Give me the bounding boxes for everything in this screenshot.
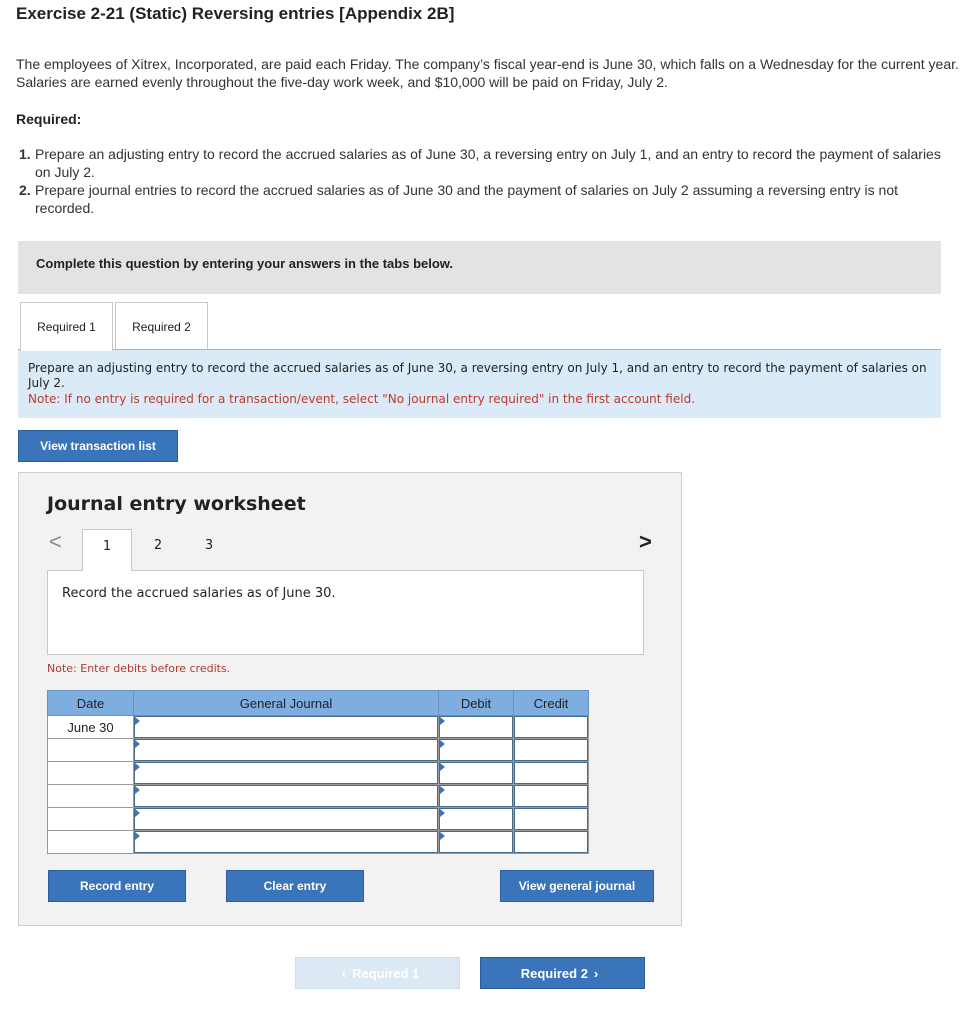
debit-input-cell — [439, 739, 514, 762]
table-row — [48, 762, 589, 785]
credit-input[interactable] — [514, 808, 588, 830]
dropdown-indicator-icon — [440, 832, 445, 840]
dropdown-indicator-icon — [135, 717, 140, 725]
account-input-cell — [134, 762, 439, 785]
account-input[interactable] — [134, 762, 438, 784]
table-row — [48, 739, 589, 762]
requirements-list — [16, 145, 946, 217]
chevron-right-icon: › — [593, 965, 599, 981]
debit-input[interactable] — [439, 739, 513, 761]
column-header-credit: Credit — [514, 691, 589, 716]
tab-required-2[interactable]: Required 2 — [115, 302, 208, 350]
debit-input-cell — [439, 762, 514, 785]
clear-entry-button[interactable]: Clear entry — [226, 870, 364, 902]
account-input-cell — [134, 831, 439, 854]
debit-input[interactable] — [439, 762, 513, 784]
credit-input-cell — [514, 716, 589, 739]
account-input[interactable] — [134, 739, 438, 761]
debits-note: Note: Enter debits before credits. — [47, 662, 231, 675]
credit-input[interactable] — [514, 716, 588, 738]
worksheet-step-1[interactable]: 1 — [82, 529, 132, 571]
requirement-text: Prepare journal entries to record the accrued salaries as of June 30 and the payment of salaries on July 2 assuming a reversing entry is not recorded. — [35, 182, 899, 216]
dropdown-indicator-icon — [135, 809, 140, 817]
requirement-item — [16, 145, 946, 181]
requirement-number: 1. — [19, 146, 31, 162]
account-input[interactable] — [134, 716, 438, 738]
debit-input-cell — [439, 808, 514, 831]
date-cell — [48, 739, 134, 762]
account-input-cell — [134, 808, 439, 831]
credit-input-cell — [514, 785, 589, 808]
previous-required-button[interactable] — [295, 957, 460, 989]
credit-input-cell — [514, 831, 589, 854]
dropdown-indicator-icon — [440, 809, 445, 817]
journal-table — [47, 690, 589, 854]
table-row — [48, 831, 589, 854]
dropdown-indicator-icon — [440, 786, 445, 794]
chevron-right-icon[interactable]: > — [639, 529, 652, 554]
prompt-note: Note: If no entry is required for a transaction/event, select "No journal entry required" in the first account field. — [28, 392, 696, 406]
table-header-row — [48, 691, 589, 716]
account-input[interactable] — [134, 831, 438, 853]
table-row — [48, 716, 589, 739]
credit-input[interactable] — [514, 739, 588, 761]
chevron-left-icon: ‹ — [341, 965, 347, 981]
next-required-button[interactable] — [480, 957, 645, 989]
account-input-cell — [134, 716, 439, 739]
requirement-item — [16, 181, 946, 217]
date-cell — [48, 762, 134, 785]
date-cell: June 30 — [48, 716, 134, 739]
column-header-date: Date — [48, 691, 134, 716]
date-cell — [48, 808, 134, 831]
view-general-journal-button[interactable]: View general journal — [500, 870, 654, 902]
dropdown-indicator-icon — [135, 832, 140, 840]
date-cell — [48, 831, 134, 854]
credit-input-cell — [514, 762, 589, 785]
credit-input-cell — [514, 739, 589, 762]
debit-input[interactable] — [439, 716, 513, 738]
dropdown-indicator-icon — [440, 740, 445, 748]
prompt-text: Prepare an adjusting entry to record the accrued salaries as of June 30, a reversing entry on July 1, and an entry to record the payment of salaries on July 2. — [28, 361, 927, 390]
credit-input[interactable] — [514, 762, 588, 784]
account-input[interactable] — [134, 808, 438, 830]
credit-input[interactable] — [514, 831, 588, 853]
record-entry-button[interactable]: Record entry — [48, 870, 186, 902]
credit-input-cell — [514, 808, 589, 831]
debit-input-cell — [439, 785, 514, 808]
account-input[interactable] — [134, 785, 438, 807]
account-input-cell — [134, 785, 439, 808]
next-required-label: Required 2 — [520, 965, 588, 981]
requirement-text: Prepare an adjusting entry to record the accrued salaries as of June 30, a reversing entry on July 1, and an entry to record the payment of salaries on July 2. — [35, 146, 941, 180]
dropdown-indicator-icon — [440, 763, 445, 771]
prompt-box — [18, 349, 941, 418]
column-header-debit: Debit — [439, 691, 514, 716]
date-cell — [48, 785, 134, 808]
journal-entry-worksheet — [18, 472, 682, 926]
transaction-description: Record the accrued salaries as of June 30. — [47, 570, 644, 655]
dropdown-indicator-icon — [135, 786, 140, 794]
tab-required-1[interactable]: Required 1 — [20, 302, 113, 351]
debit-input-cell — [439, 831, 514, 854]
chevron-left-icon[interactable]: < — [49, 529, 62, 554]
debit-input[interactable] — [439, 831, 513, 853]
problem-intro: The employees of Xitrex, Incorporated, are paid each Friday. The company’s fiscal year-end is June 30, which falls on a Wednesday for the current year. Salaries are earned evenly throughout the five-day work week, and $10,000 will be paid on Friday, July 2. — [16, 56, 959, 90]
debit-input-cell — [439, 716, 514, 739]
debit-input[interactable] — [439, 808, 513, 830]
dropdown-indicator-icon — [440, 717, 445, 725]
required-heading: Required: — [16, 111, 82, 127]
debit-input[interactable] — [439, 785, 513, 807]
table-row — [48, 808, 589, 831]
credit-input[interactable] — [514, 785, 588, 807]
column-header-general-journal: General Journal — [134, 691, 439, 716]
worksheet-step-3[interactable]: 3 — [204, 538, 214, 553]
view-transaction-list-button[interactable]: View transaction list — [18, 430, 178, 462]
account-input-cell — [134, 739, 439, 762]
previous-required-label: Required 1 — [352, 965, 420, 981]
page-title: Exercise 2-21 (Static) Reversing entries [Appendix 2B] — [16, 4, 455, 23]
dropdown-indicator-icon — [135, 763, 140, 771]
dropdown-indicator-icon — [135, 740, 140, 748]
worksheet-step-2[interactable]: 2 — [153, 538, 163, 553]
table-row — [48, 785, 589, 808]
worksheet-title: Journal entry worksheet — [47, 493, 306, 515]
requirement-number: 2. — [19, 182, 31, 198]
instruction-banner: Complete this question by entering your answers in the tabs below. — [18, 241, 941, 294]
